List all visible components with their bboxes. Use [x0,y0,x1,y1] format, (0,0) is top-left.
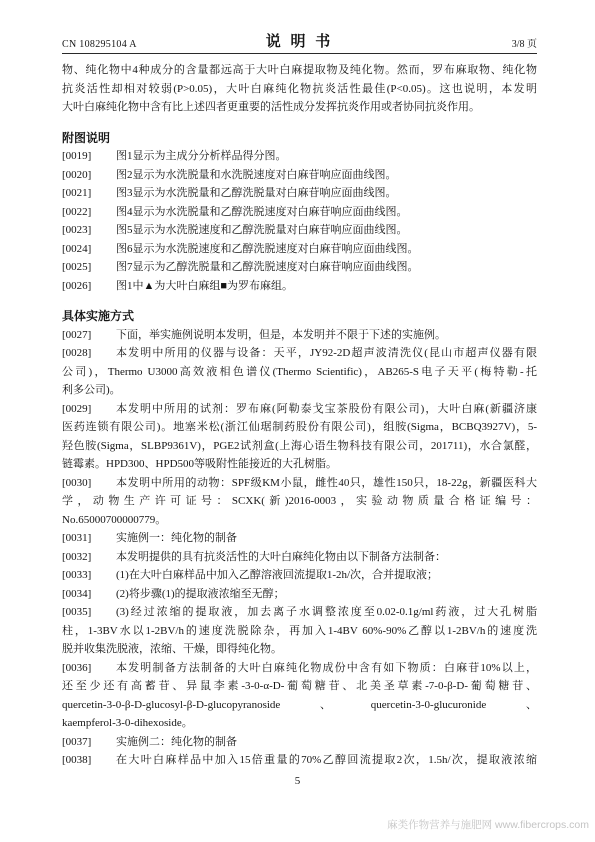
paragraph [62,585,537,604]
paragraph-text-line: 在大叶白麻样品中加入15倍重量的70%乙醇回流提取2次，1.5h/次，提取液浓缩 [116,754,537,766]
paragraph-first-line [62,733,537,752]
paragraph-number: [0026] [62,279,92,292]
paragraph-number: [0036] [62,661,92,674]
paragraph-number: [0019] [62,150,92,162]
paragraph-text-line: 本发明中所用的动物：SPF级KM小鼠，雌性40只，雄性150只，18-22g，新疆医科大 [116,476,537,489]
paragraph-first-line [62,184,537,203]
section-heading: 具体实施方式 [62,309,135,323]
paragraph-number: [0038] [62,754,92,766]
page-number: 5 [294,775,301,787]
paragraph-text-line: (2)将步骤(1)的提取液浓缩至无醇； [116,587,285,600]
paragraph-first-line [62,203,537,222]
paragraph-text-line: 还至少还有高蓄苷、异鼠李素-3-0-α-D-葡萄糖苷、北美圣草素-7-0-β-D-葡萄糖苷、 [62,680,537,692]
page-header [62,33,537,54]
paragraph-first-line [62,147,537,166]
section [62,307,537,770]
paragraph [62,203,537,222]
paragraph-first-line [62,529,537,548]
paragraph [62,529,537,548]
paragraph [62,147,537,166]
paragraph [62,603,537,659]
paragraph-text-line: 图1显示为主成分分析样品得分图。 [116,150,287,162]
paragraph-text-line: (1)在大叶白麻样品中加入乙醇溶液回流提取1-2h/次，合并提取液； [116,569,439,581]
section-heading: 附图说明 [62,130,111,145]
paragraph-text-line: 图4显示为水洗脱量和乙醇洗脱速度对白麻苷响应面曲线图。 [116,205,408,218]
paragraph-number: [0020] [62,168,92,181]
paragraph-text-line: No.65000700000779。 [62,513,167,526]
paragraph-number: [0023] [62,224,92,236]
paragraph-number: [0025] [62,261,92,273]
paragraph-text-line: 本发明提供的具有抗炎活性的大叶白麻纯化物由以下制备方法制备： [116,550,446,563]
paragraph-first-line [62,566,537,585]
paragraph-number: [0029] [62,402,92,415]
paragraph [62,326,537,345]
paragraph-first-line [62,474,537,493]
page-count: 3/8 页 [511,39,537,50]
paragraph-text-line: 本发明制备方法制备的大叶白麻纯化物成份中含有如下物质：白麻苷10%以上， [116,661,537,674]
paragraph-text-line: 学，动物生产许可证号：SCXK(新)2016-0003，实验动物质量合格证编号： [62,495,537,507]
paragraph [62,474,537,530]
paragraph-text-line: 图5显示为水洗脱速度和乙醇洗脱量对白麻苷响应面曲线图。 [116,224,408,236]
paragraph [62,548,537,567]
paragraph-text-line: 脱并收集洗脱液，浓缩、干燥，即得纯化物。 [62,643,282,655]
paragraph-text-line: 实施例一：纯化物的制备 [116,532,237,544]
paragraph-first-line [62,277,537,296]
paragraph-number: [0024] [62,242,92,255]
paragraph-text-line: 图1中▲为大叶白麻组■为罗布麻组。 [116,279,294,292]
paragraph-number: [0021] [62,187,92,199]
paragraph-first-line [62,603,537,622]
paragraph-text-line: 图3显示为水洗脱量和乙醇洗脱量对白麻苷响应面曲线图。 [116,187,397,199]
paragraph-text-line: 利多公司)。 [62,384,121,396]
paragraph-text-line: 图2显示为水洗脱量和水洗脱速度对白麻苷响应面曲线图。 [116,168,397,181]
document-body [62,61,537,770]
paragraph-number: [0035] [62,606,92,618]
intro-line: 抗炎活性却相对较弱(P>0.05)，大叶白麻纯化物抗炎活性最佳(P<0.05)。这也说明，本发明 [62,82,537,95]
paragraph-number: [0037] [62,735,92,748]
paragraph [62,221,537,240]
paragraph-number: [0034] [62,587,92,600]
paragraph [62,166,537,185]
paragraph-text-line: 柱，1-3BV水以1-2BV/h的速度洗脱除杂，再加入1-4BV 60%-90%乙醇以1-2BV/h的速度洗 [62,624,537,637]
paragraph [62,751,537,770]
intro-line: 物、纯化物中4种成分的含量都远高于大叶白麻提取物及纯化物。然而，罗布麻取物、纯化物 [62,64,537,76]
paragraph-first-line [62,659,537,678]
paragraph-text-line: kaempferol-3-0-dihexoside。 [62,717,193,729]
paragraph [62,344,537,400]
paragraph-first-line [62,258,537,277]
intro-paragraph [62,61,537,117]
paragraph-text-line: 实施例二：纯化物的制备 [116,735,237,748]
paragraph-text-line: 下面，举实施例说明本发明，但是，本发明并不限于下述的实施例。 [116,328,446,341]
paragraph-first-line [62,400,537,419]
paragraph-text-line: quercetin-3-0-β-D-glucosyl-β-D-glucopyranoside、quercetin-3-0-glucuronide、 [62,698,537,711]
intro-line: 大叶白麻纯化物中含有比上述四者更重要的活性成分发挥抗炎作用或者协同抗炎作用。 [62,101,480,113]
paragraph-first-line [62,751,537,770]
paragraph [62,659,537,733]
paragraph-first-line [62,548,537,567]
paragraph-number: [0033] [62,569,92,581]
paragraph-number: [0027] [62,328,92,341]
paragraph [62,733,537,752]
paragraph [62,400,537,474]
paragraph-text-line: (3)经过浓缩的提取液，加去离子水调整浓度至0.02-0.1g/ml药液，过大孔树脂 [116,606,537,618]
document-title: 说 明 书 [265,34,334,50]
paragraph-number: [0030] [62,476,92,489]
paragraph-first-line [62,240,537,259]
paragraph [62,258,537,277]
document-number: CN 108295104 A [62,39,137,50]
paragraph-number: [0028] [62,347,92,359]
paragraph-number: [0031] [62,532,92,544]
paragraph-first-line [62,585,537,604]
paragraph-text-line: 链霉素。HPD300、HPD500等吸附性能接近的大孔树脂。 [62,458,338,470]
paragraph-number: [0022] [62,205,92,218]
paragraph-text-line: 医药连锁有限公司)。地塞米松(浙江仙琚制药股份有限公司)，组胺(Sigma，BCBQ3927V)，5- [62,421,537,433]
watermark: 麻类作物营养与施肥网 www.fibercrops.com [387,819,589,831]
paragraph [62,566,537,585]
paragraph-text-line: 图7显示为乙醇洗脱量和乙醇洗脱速度对白麻苷响应面曲线图。 [116,261,419,273]
paragraph-first-line [62,166,537,185]
paragraph-text-line: 公司)，Thermo U3000高效液相色谱仪(Thermo Scientific)，AB265-S电子天平(梅特勒-托 [62,365,537,378]
paragraph-first-line [62,344,537,363]
paragraph-text-line: 图6显示为水洗脱速度和乙醇洗脱速度对白麻苷响应面曲线图。 [116,242,419,255]
paragraph-first-line [62,221,537,240]
paragraph [62,240,537,259]
paragraph-text-line: 本发明中所用的仪器与设备：天平，JY92-2D超声波清洗仪(昆山市超声仪器有限 [116,347,537,359]
section [62,129,537,296]
paragraph-first-line [62,326,537,345]
paragraph-text-line: 羟色胺(Sigma，SLBP9361V)，PGE2试剂盒(上海心语生物科技有限公司，201711)，水合氯醛， [62,439,537,452]
paragraph-number: [0032] [62,550,92,563]
paragraph [62,277,537,296]
paragraph-text-line: 本发明中所用的试剂：罗布麻(阿勒泰戈宝茶股份有限公司)，大叶白麻(新疆济康 [116,402,537,415]
paragraph [62,184,537,203]
